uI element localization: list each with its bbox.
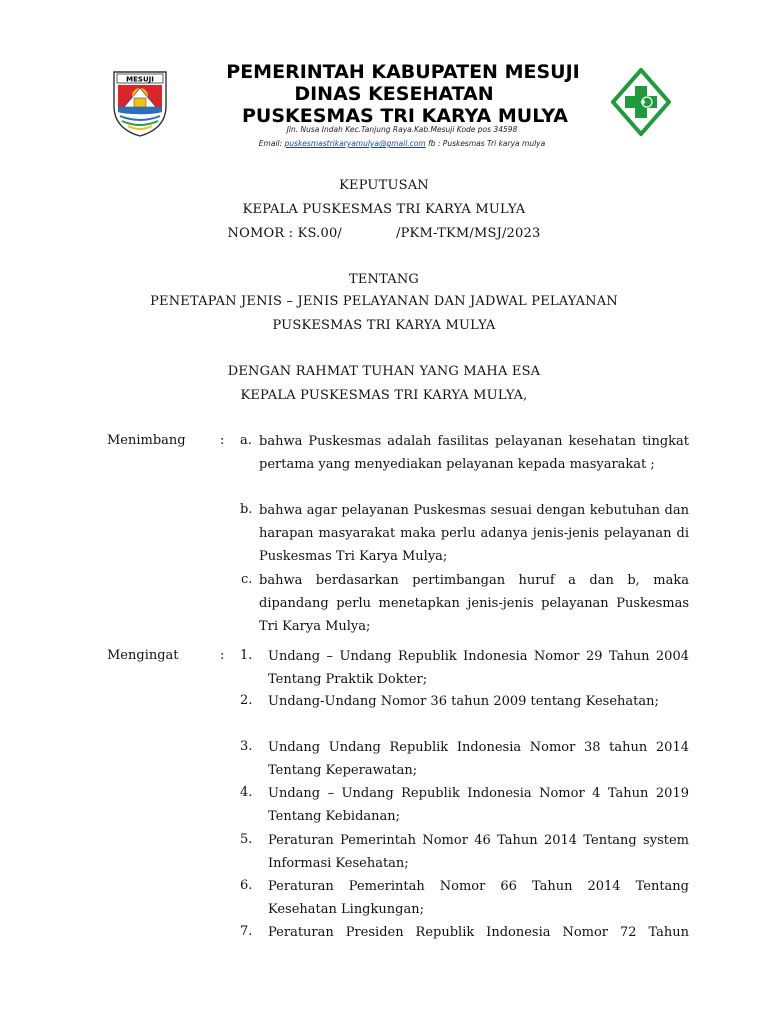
mengingat-item: Undang – Undang Republik Indonesia Nomor 4 Tahun 2019 Tentang Kebidanan; (268, 786, 689, 824)
mengingat-marker: 5. (240, 832, 253, 847)
decree-number (0, 226, 768, 241)
menimbang-item: bahwa agar pelayanan Puskesmas sesuai dengan kebutuhan dan harapan masyarakat maka perlu adanya jenis-jenis pelayanan di Puskesmas Tri Karya Mulya; (259, 503, 689, 564)
decree-heading: KEPUTUSAN (339, 178, 429, 193)
mengingat-marker: 6. (240, 878, 253, 893)
mengingat-marker: 7. (240, 924, 253, 939)
email-label: Email: (258, 139, 283, 148)
letterhead-government: PEMERINTAH KABUPATEN MESUJI (226, 61, 580, 83)
mengingat-label: Mengingat (107, 648, 179, 663)
decree-subject-line-2: PUSKESMAS TRI KARYA MULYA (272, 318, 496, 333)
mengingat-marker: 2. (240, 693, 253, 708)
mengingat-item: Peraturan Presiden Republik Indonesia Nomor 72 Tahun (268, 925, 689, 940)
menimbang-marker: a. (240, 433, 252, 448)
tentang-heading: TENTANG (348, 272, 420, 287)
menimbang-label: Menimbang (107, 433, 186, 448)
mengingat-marker: 4. (240, 785, 253, 800)
svg-text:MESUJI: MESUJI (126, 75, 154, 84)
issuer-signature-line: KEPALA PUSKESMAS TRI KARYA MULYA, (240, 388, 528, 403)
menimbang-item: bahwa Puskesmas adalah fasilitas pelayanan kesehatan tingkat pertama yang menyediakan pelayanan kepada masyarakat ; (259, 434, 689, 472)
mengingat-item: Undang – Undang Republik Indonesia Nomor 29 Tahun 2004 Tentang Praktik Dokter; (268, 649, 689, 687)
mengingat-marker: 1. (240, 648, 253, 663)
decree-issuer: KEPALA PUSKESMAS TRI KARYA MULYA (242, 202, 526, 217)
letterhead-address: Jln. Nusa Indah Kec.Tanjung Raya.Kab.Mesuji Kode pos 34598 (286, 125, 518, 134)
menimbang-colon: : (220, 433, 225, 448)
mengingat-marker: 3. (240, 739, 253, 754)
mengingat-colon: : (220, 648, 225, 663)
menimbang-marker: c. (241, 572, 253, 587)
email-link[interactable]: puskesmastrikaryamulya@gmail.com (284, 139, 426, 148)
mengingat-item: Undang Undang Republik Indonesia Nomor 38 tahun 2014 Tentang Keperawatan; (268, 740, 689, 778)
decree-subject-line-1: PENETAPAN JENIS – JENIS PELAYANAN DAN JADWAL PELAYANAN (150, 294, 618, 309)
mengingat-item: Peraturan Pemerintah Nomor 46 Tahun 2014 Tentang system Informasi Kesehatan; (268, 833, 689, 871)
letterhead-contact (259, 138, 545, 149)
mengingat-item: Peraturan Pemerintah Nomor 66 Tahun 2014 Tentang Kesehatan Lingkungan; (268, 879, 689, 917)
decree-number-suffix: /PKM-TKM/MSJ/2023 (396, 226, 541, 241)
letterhead-puskesmas: PUSKESMAS TRI KARYA MULYA (241, 105, 569, 127)
puskesmas-cross-logo (611, 68, 671, 136)
mengingat-item: Undang-Undang Nomor 36 tahun 2009 tentang Kesehatan; (268, 694, 659, 709)
letterhead-department: DINAS KESEHATAN (294, 83, 494, 105)
facebook-text: fb : Puskesmas Tri karya mulya (428, 139, 546, 148)
menimbang-item: bahwa berdasarkan pertimbangan huruf a dan b, maka dipandang perlu menetapkan jenis-jenis pelayanan Puskesmas Tri Karya Mulya; (259, 573, 689, 634)
menimbang-marker: b. (240, 502, 253, 517)
rahmat-line: DENGAN RAHMAT TUHAN YANG MAHA ESA (227, 364, 541, 379)
mesuji-regency-logo (110, 66, 170, 138)
decree-number-prefix: NOMOR : KS.00/ (227, 226, 342, 241)
